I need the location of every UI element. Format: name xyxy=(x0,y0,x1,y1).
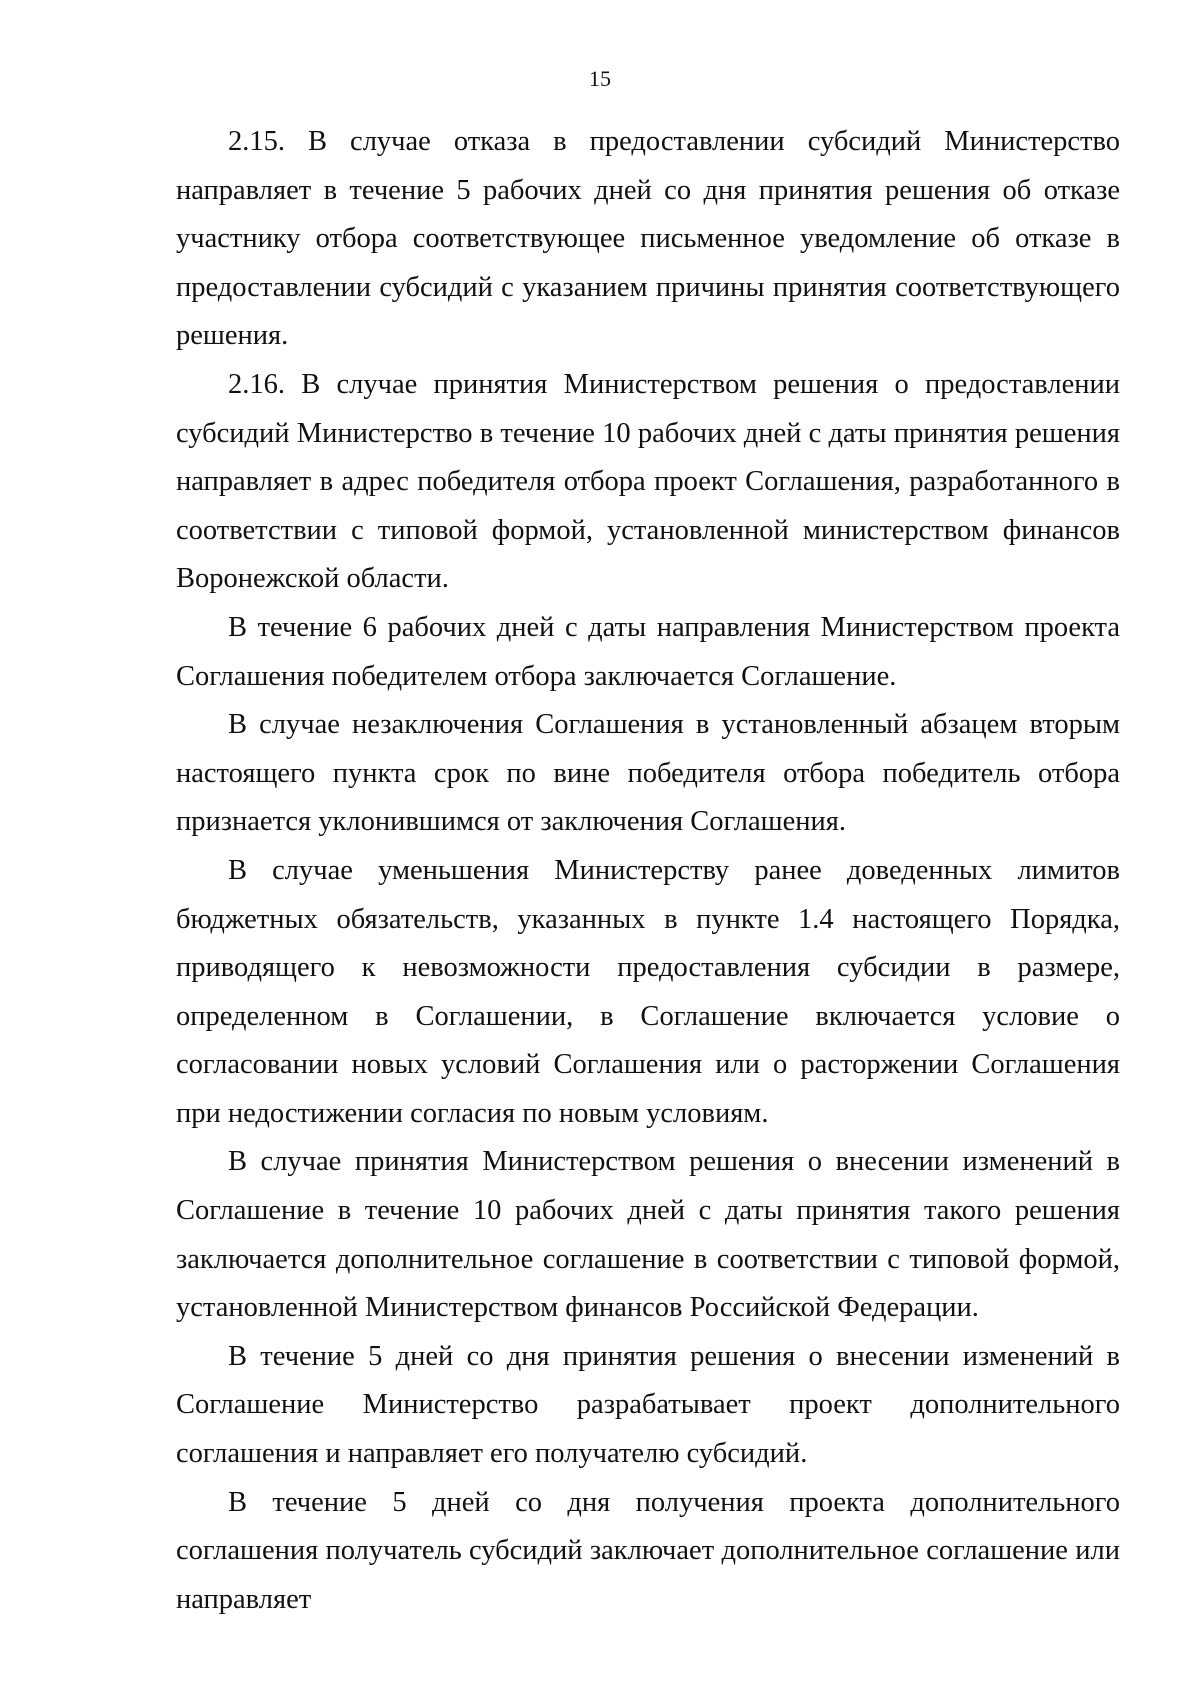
paragraph-amendment-decision: В случае принятия Министерством решения о внесении изменений в Соглашение в течение 10 рабочих дней с даты принятия такого решения заключается дополнительное соглашение в соответствии с типовой формой, установленной Министерством финансов Российской Федерации. xyxy=(176,1146,1120,1324)
paragraph-limits-reduction: В случае уменьшения Министерству ранее доведенных лимитов бюджетных обязательств, указанных в пункте 1.4 настоящего Порядка, приводящего к невозможности предоставления субсидии в размере, определенном в Соглашении, в Соглашение включается условие о согласовании новых условий Соглашения или о расторжении Соглашения при недостижении согласия по новым условиям. xyxy=(176,854,1120,1129)
paragraph-agreement-term: В течение 6 рабочих дней с даты направления Министерством проекта Соглашения победителем отбора заключается Соглашение. xyxy=(176,611,1120,692)
page-number: 15 xyxy=(589,66,611,91)
paragraph-amendment-receipt: В течение 5 дней со дня получения проекта дополнительного соглашения получатель субсидий заключает дополнительное соглашение или направляет xyxy=(176,1486,1120,1615)
document-body xyxy=(176,118,1120,1624)
paragraph-2-16: 2.16. В случае принятия Министерством решения о предоставлении субсидий Министерство в течение 10 рабочих дней с даты принятия решения направляет в адрес победителя отбора проект Соглашения, разработанного в соответствии с типовой формой, установленной министерством финансов Воронежской области. xyxy=(176,368,1120,595)
paragraph-amendment-drafting: В течение 5 дней со дня принятия решения о внесении изменений в Соглашение Министерство разрабатывает проект дополнительного соглашения и направляет его получателю субсидий. xyxy=(176,1340,1120,1470)
paragraph-non-conclusion: В случае незаключения Соглашения в установленный абзацем вторым настоящего пункта срок по вине победителя отбора победитель отбора признается уклонившимся от заключения Соглашения. xyxy=(176,709,1120,838)
paragraph-2-15: 2.15. В случае отказа в предоставлении субсидий Министерство направляет в течение 5 рабочих дней со дня принятия решения об отказе участнику отбора соответствующее письменное уведомление об отказе в предоставлении субсидий с указанием причины принятия соответствующего решения. xyxy=(176,126,1120,352)
